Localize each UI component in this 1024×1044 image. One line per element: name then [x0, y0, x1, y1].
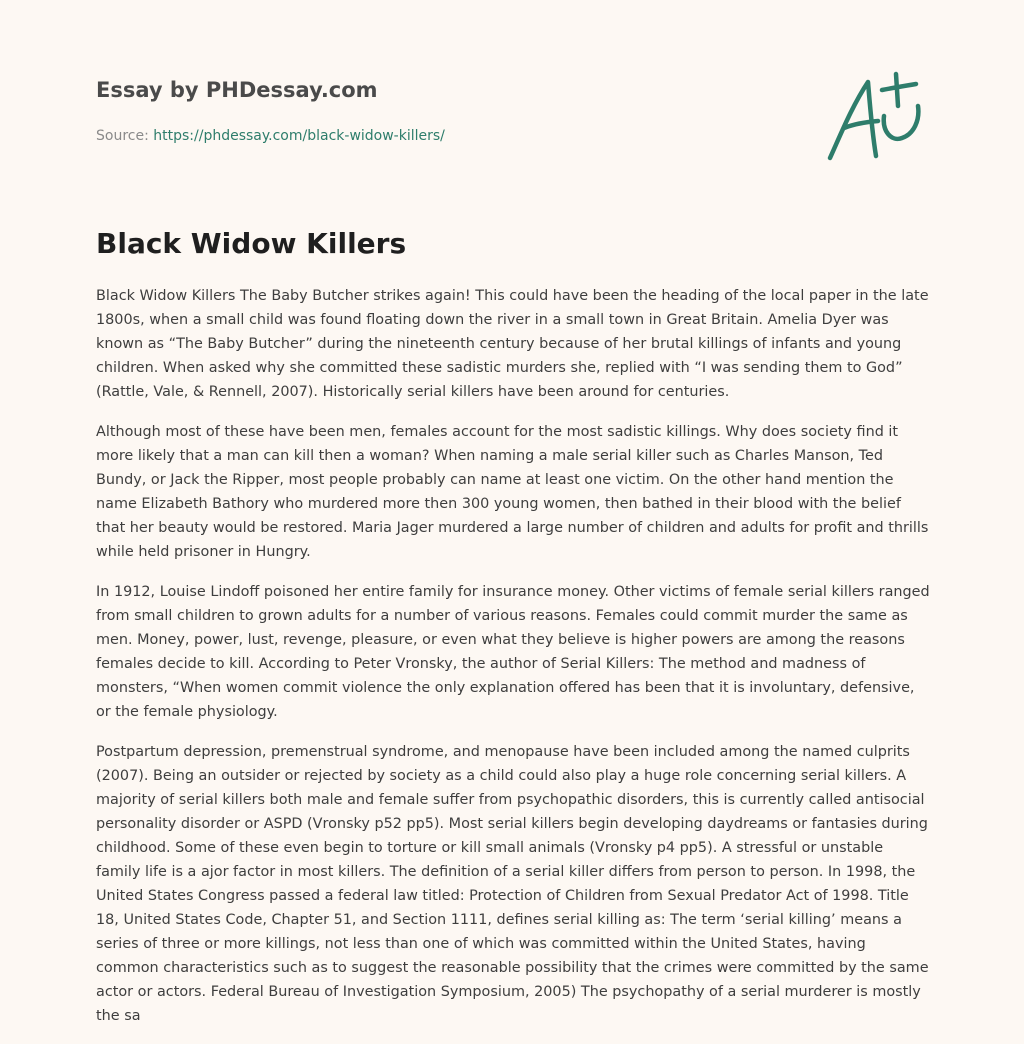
source-line: [96, 126, 796, 146]
essay-body: [96, 284, 930, 1044]
essay-title: Black Widow Killers: [96, 227, 407, 260]
source-link[interactable]: https://phdessay.com/black-widow-killers/: [153, 128, 445, 144]
essay-paragraph: Although most of these have been men, females account for the most sadistic killings. Why does society find it more likely that a man can kill then a woman? When naming a male serial killer such as Charles Manson, Ted Bundy, or Jack the Ripper, most people probably can name at least one victim. On the other hand mention the name Elizabeth Bathory who murdered more then 300 young women, then bathed in their blood with the belief that her beauty would be restored. Maria Jager murdered a large number of children and adults for profit and thrills while held prisoner in Hungry.: [96, 424, 929, 560]
essay-paragraph: Postpartum depression, premenstrual syndrome, and menopause have been included among the named culprits (2007). Being an outsider or rejected by society as a child could also play a huge role concerning serial killers. A majority of serial killers both male and female suffer from psychopathic disorders, this is currently called antisocial personality disorder or ASPD (Vronsky p52 pp5). Most serial killers begin developing daydreams or fantasies during childhood. Some of these even begin to torture or kill small animals (Vronsky p4 pp5). A stressful or unstable family life is a ajor factor in most killers. The definition of a serial killer differs from person to person. In 1998, the United States Congress passed a federal law titled: Protection of Children from Sexual Predator Act of 1998. Title 18, United States Code, Chapter 51, and Section 1111, defines serial killing as: The term ‘serial killing’ means a series of three or more killings, not less than one of which was committed within the United States, having common characteristics such as to suggest the reasonable possibility that the crimes were committed by the same actor or actors. Federal Bureau of Investigation Symposium, 2005) The psychopathy of a serial murderer is mostly the sa: [96, 744, 929, 1024]
essay-paragraph: In 1912, Louise Lindoff poisoned her entire family for insurance money. Other victims of female serial killers ranged from small children to grown adults for a number of various reasons. Females could commit murder the same as men. Money, power, lust, revenge, pleasure, or even what they believe is higher powers are among the reasons females decide to kill. According to Peter Vronsky, the author of Serial Killers: The method and madness of monsters, “When women commit violence the only explanation offered has been that it is involuntary, defensive, or the female physiology.: [96, 584, 930, 720]
site-brand: Essay by PHDessay.com: [96, 78, 378, 102]
a-plus-logo-icon: [822, 66, 932, 166]
essay-paragraph: Black Widow Killers The Baby Butcher strikes again! This could have been the heading of the local paper in the late 1800s, when a small child was found floating down the river in a small town in Great Britain. Amelia Dyer was known as “The Baby Butcher” during the nineteenth century because of her brutal killings of infants and young children. When asked why she committed these sadistic murders she, replied with “I was sending them to God” (Rattle, Vale, & Rennell, 2007). Historically serial killers have been around for centuries.: [96, 288, 929, 400]
page-header: [96, 76, 796, 146]
source-label: Source:: [96, 128, 154, 144]
